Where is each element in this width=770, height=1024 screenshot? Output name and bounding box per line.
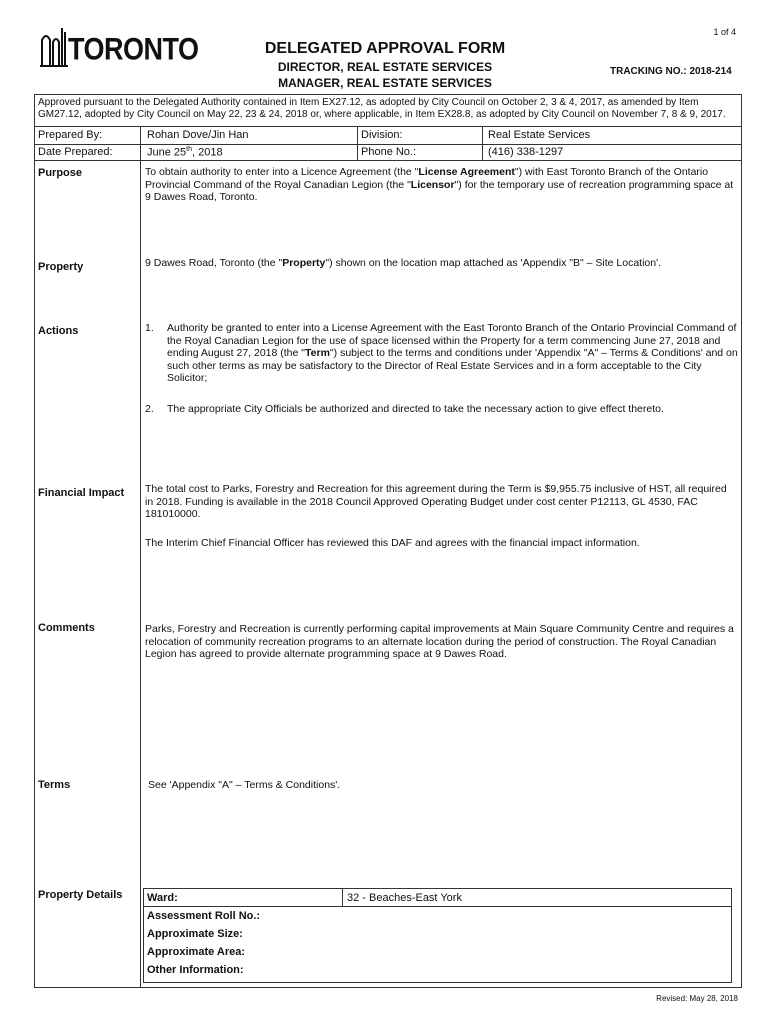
- purpose-text: To obtain authority to enter into a Licence Agreement (the "License Agreement") with East Toronto Branch of the Ontario Provincial Command of the Royal Canadian Legion (the "Licensor") for the temporary use of recreation programming space at 9 Dawes Road, Toronto.: [145, 166, 734, 203]
- tracking-number: TRACKING NO.: 2018-214: [610, 66, 732, 77]
- table-row: [144, 907, 731, 925]
- prepared-by-value: Rohan Dove/Jin Han: [147, 129, 249, 141]
- date-prepared-value: June 25th, 2018: [147, 146, 223, 159]
- action-1-number: 1.: [145, 322, 154, 334]
- divider: [140, 126, 141, 988]
- authority-preamble: Approved pursuant to the Delegated Authority contained in Item EX27.12, as adopted by City Council on October 2, 3 & 4, 2017, as amended by Item GM27.12, adopted by City Council on May 22, 23 & 24, 2018 or, where applicable, in Item EX28.8, as adopted by City Council on November 7, 8 & 9, 2017.: [38, 97, 726, 120]
- table-row: [144, 943, 731, 961]
- financial-review-text: The Interim Chief Financial Officer has reviewed this DAF and agrees with the financial impact information.: [145, 537, 640, 549]
- action-2-text: The appropriate City Officials be authorized and directed to take the necessary action to give effect thereto.: [167, 403, 664, 415]
- approximate-size-label: Approximate Size:: [147, 928, 243, 940]
- ward-label: Ward:: [147, 892, 178, 904]
- page-number: 1 of 4: [713, 27, 736, 37]
- actions-label: Actions: [38, 325, 79, 337]
- divider: [357, 126, 358, 160]
- terms-text: See 'Appendix "A" – Terms & Conditions'.: [148, 779, 341, 791]
- property-details-label: Property Details: [38, 889, 123, 901]
- divider: [482, 126, 483, 160]
- other-information-label: Other Information:: [147, 964, 244, 976]
- division-label: Division:: [361, 129, 403, 141]
- table-row: [144, 925, 731, 943]
- prepared-by-label: Prepared By:: [38, 129, 103, 141]
- purpose-label: Purpose: [38, 167, 83, 179]
- financial-impact-label: Financial Impact: [38, 487, 125, 499]
- terms-label: Terms: [38, 779, 71, 791]
- action-1-text: Authority be granted to enter into a License Agreement with the East Toronto Branch of the Ontario Provincial Command of the Royal Canadian Legion for the use of space licensed within the Property for a term commencing June 27, 2018 and ending August 27, 2018 (the "Term") subject to the terms and conditions under 'Appendix "A" – Terms & Conditions' and on such other terms as may be satisfactory to the Director of Real Estate Services and in a form acceptable to the City Solicitor;: [167, 322, 738, 384]
- action-2-number: 2.: [145, 403, 154, 415]
- revised-date: Revised: May 28, 2018: [656, 994, 738, 1003]
- comments-text: Parks, Forestry and Recreation is currently performing capital improvements at Main Square Community Centre and requires a relocation of community recreation programs to an alternate location during the period of construction. The Royal Canadian Legion has agreed to provide alternate programming space at 9 Dawes Road.: [145, 623, 734, 660]
- property-text: 9 Dawes Road, Toronto (the "Property") shown on the location map attached as 'Appendix "B" – Site Location'.: [145, 257, 662, 269]
- ward-value: 32 - Beaches-East York: [347, 892, 462, 904]
- division-value: Real Estate Services: [488, 129, 591, 141]
- approximate-area-label: Approximate Area:: [147, 946, 246, 958]
- form-title: DELEGATED APPROVAL FORM: [264, 40, 506, 57]
- divider: [342, 889, 343, 907]
- assessment-roll-label: Assessment Roll No.:: [147, 910, 261, 922]
- form-subtitle-director: DIRECTOR, REAL ESTATE SERVICES: [277, 60, 493, 74]
- property-label: Property: [38, 261, 84, 273]
- comments-label: Comments: [38, 622, 95, 634]
- property-details-table: [143, 888, 732, 983]
- date-prepared-label: Date Prepared:: [38, 146, 113, 158]
- phone-value: (416) 338-1297: [488, 146, 564, 158]
- phone-label: Phone No.:: [361, 146, 417, 158]
- financial-impact-text: The total cost to Parks, Forestry and Recreation for this agreement during the Term is $9,955.75 inclusive of HST, all required in 2018. Funding is available in the 2018 Council Approved Operating Budget under cost center P12113, GL 4530, FAC 181010000.: [145, 483, 727, 520]
- table-row: [144, 961, 731, 979]
- table-row: [144, 889, 731, 907]
- logo-wordmark: TORONTO: [68, 32, 199, 67]
- form-subtitle-manager: MANAGER, REAL ESTATE SERVICES: [278, 76, 492, 90]
